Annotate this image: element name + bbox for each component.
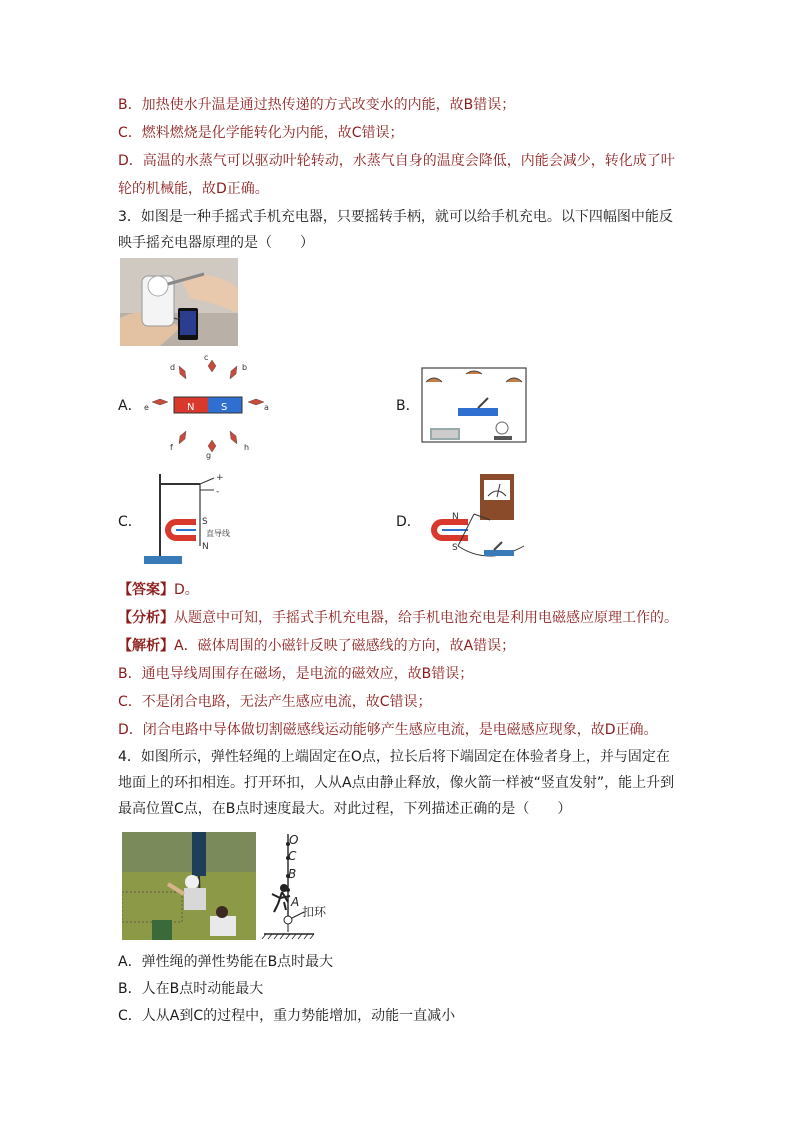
svg-text:h: h <box>244 443 250 452</box>
solution-a: A．磁体周围的小磁针反映了磁感线的方向，故A错误； <box>174 638 516 654</box>
q4-stem-line3: 最高位置C点，在B点时速度最大。对此过程，下列描述正确的是（ ） <box>118 801 572 817</box>
solution-tag: 【解析】 <box>118 638 174 654</box>
q4-option-a: A．弹性绳的弹性势能在B点时最大 <box>118 954 334 970</box>
q4-stem-line2: 地面上的环扣相连。打开环扣，人从A点由静止释放，像火箭一样被“竖直发射”，能上升到 <box>118 775 675 791</box>
q3-figure-c-straight-wire <box>140 470 250 570</box>
q3-solution-line-d: D．闭合电路中导体做切割磁感线运动能够产生感应电流，是电磁感应现象，故D正确。 <box>118 722 658 738</box>
q3-option-d-label: D． <box>396 514 421 530</box>
buckle-label: 扣环 <box>302 905 327 919</box>
q3-solution-line-c: C．不是闭合电路，无法产生感应电流，故C错误； <box>118 694 432 710</box>
q3-solution-line-b: B．通电导线周围存在磁场，是电流的磁效应，故B错误； <box>118 666 474 682</box>
q3-option-a-label: A． <box>118 398 142 414</box>
fig-c-minus: - <box>216 487 220 497</box>
fig-c-s: S <box>202 517 208 527</box>
fig-c-plus: + <box>216 473 224 483</box>
fig-a-magnet-n: N <box>187 402 195 413</box>
svg-text:c: c <box>204 354 209 362</box>
q3-stem-line2: 映手摇充电器原理的是（ ） <box>118 235 314 251</box>
svg-text:b: b <box>242 363 248 372</box>
q4-stem-line1: 4．如图所示，弹性轻绳的上端固定在O点，拉长后将下端固定在体验者身上，并与固定在 <box>118 749 670 765</box>
q3-figure-a-bar-magnet-compasses <box>140 354 280 460</box>
point-b-label: B <box>288 867 297 881</box>
fig-c-n: N <box>202 542 209 552</box>
point-o-label: O <box>289 833 299 847</box>
analysis-text: 从题意中可知，手摇式手机充电器，给手机电池充电是利用电磁感应原理工作的。 <box>174 610 678 626</box>
svg-text:f: f <box>170 443 173 452</box>
point-c-label: C <box>288 849 297 863</box>
svg-text:e: e <box>144 403 149 412</box>
q3-stem-line1: 3．如图是一种手摇式手机充电器，只要摇转手柄，就可以给手机充电。以下四幅图中能反 <box>118 209 673 225</box>
q3-option-c-label: C． <box>118 514 142 530</box>
answer-value: D。 <box>174 582 199 598</box>
q3-option-b-label: B． <box>396 398 420 414</box>
q4-option-c: C．人从A到C的过程中，重力势能增加，动能一直减小 <box>118 1008 456 1024</box>
fig-d-n: N <box>452 512 459 522</box>
bungee-launch-photo <box>122 832 256 940</box>
q3-figure-d-induction-circuit <box>418 470 530 570</box>
q2-line-d: D．高温的水蒸气可以驱动叶轮转动，水蒸气自身的温度会降低，内能会减少，转化成了叶 <box>118 153 675 169</box>
answer-tag: 【答案】 <box>118 582 174 598</box>
svg-text:a: a <box>264 403 269 412</box>
q3-figure-b-circuit <box>418 362 530 448</box>
svg-text:g: g <box>206 451 212 460</box>
fig-a-magnet-s: S <box>221 402 228 413</box>
hand-crank-charger-photo <box>120 258 238 346</box>
q3-solution-line-a <box>118 636 515 656</box>
q2-line-d-cont: 轮的机械能，故D正确。 <box>118 181 269 197</box>
person-figure <box>272 884 290 912</box>
q3-analysis-line <box>118 608 678 628</box>
q3-answer-line <box>118 580 199 600</box>
q2-line-b: B．加热使水升温是通过热传递的方式改变水的内能，故B错误； <box>118 97 516 113</box>
q4-option-b: B．人在B点时动能最大 <box>118 981 264 997</box>
fig-c-wire-label: 直导线 <box>206 529 230 538</box>
analysis-tag: 【分析】 <box>118 610 174 626</box>
bungee-diagram <box>258 828 342 942</box>
point-a-label: A <box>291 895 300 909</box>
fig-d-s: S <box>452 543 458 553</box>
svg-text:d: d <box>170 363 176 372</box>
q2-line-c: C．燃料燃烧是化学能转化为内能，故C错误； <box>118 125 404 141</box>
